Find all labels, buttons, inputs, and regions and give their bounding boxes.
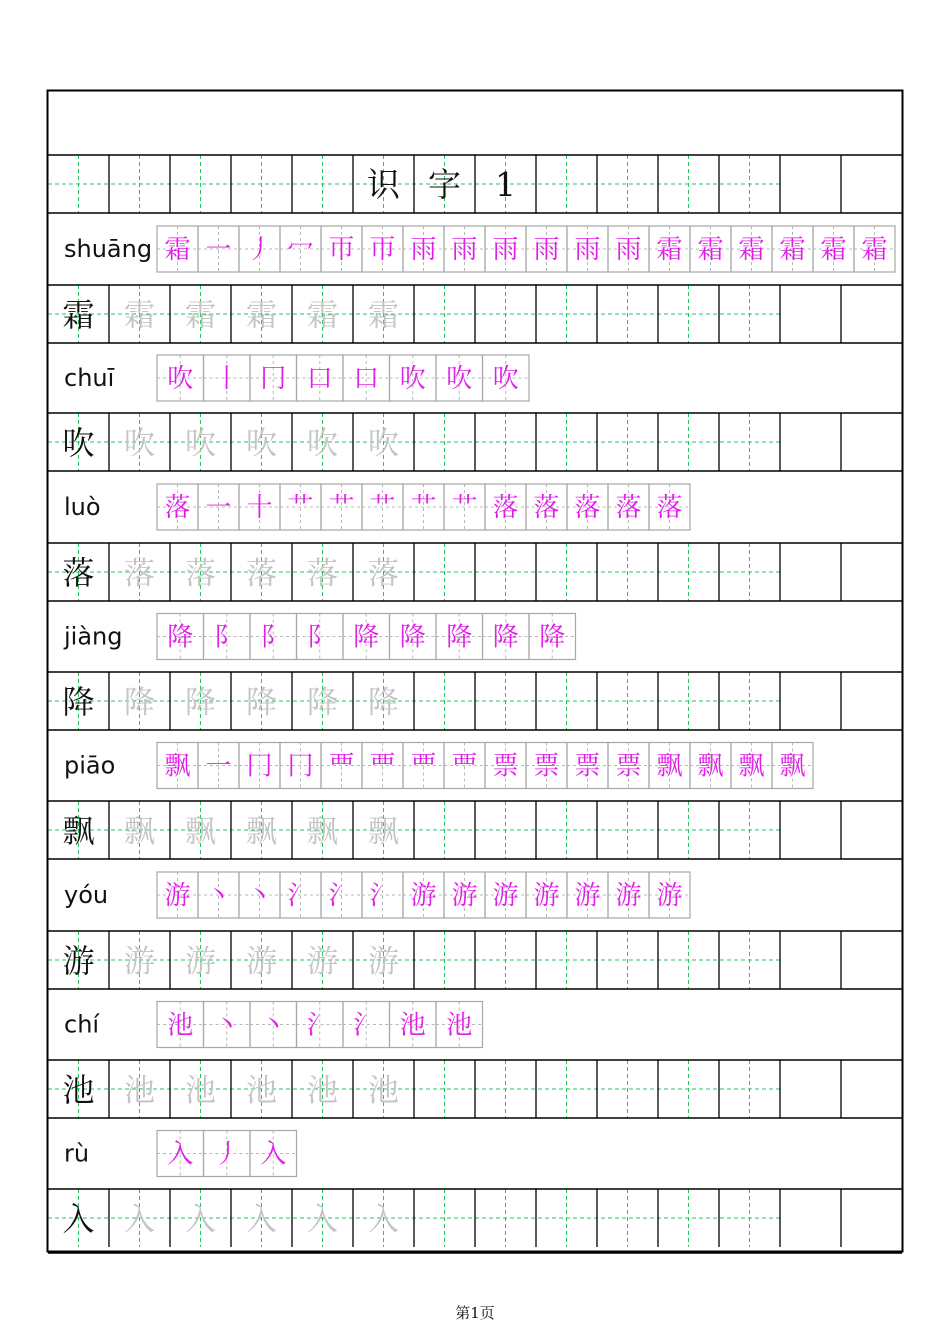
stroke-step-char: 冂 xyxy=(246,751,273,782)
trace-char: 降 xyxy=(124,685,155,721)
stroke-step-char: 游 xyxy=(164,881,191,911)
stroke-step-char: 降 xyxy=(446,622,473,653)
stroke-step-char: 飘 xyxy=(738,751,765,782)
stroke-step-char: 氵 xyxy=(306,1010,333,1041)
stroke-step-char: 降 xyxy=(492,622,519,653)
stroke-step-char: 阝 xyxy=(260,622,287,653)
trace-char: 飘 xyxy=(368,814,399,850)
stroke-step-char: 丶 xyxy=(260,1010,287,1041)
pinyin-label: chuī xyxy=(64,364,115,392)
stroke-step-char: 落 xyxy=(164,493,191,523)
trace-char: 落 xyxy=(307,556,338,592)
stroke-step-char: 雨 xyxy=(615,235,642,265)
stroke-step-char: 覀 xyxy=(369,751,396,782)
stroke-step-char: 口 xyxy=(306,364,333,394)
stroke-step-char: 落 xyxy=(574,493,601,523)
trace-char: 霜 xyxy=(124,298,155,334)
stroke-step-char: 冂 xyxy=(260,364,287,394)
stroke-step-char: 霜 xyxy=(656,235,683,265)
stroke-step-char: 丨 xyxy=(213,364,240,394)
page-footer: 第1页 xyxy=(455,1304,495,1322)
stroke-step-char: 覀 xyxy=(451,751,478,782)
practice-char-main: 飘 xyxy=(62,812,95,850)
stroke-step-char: 游 xyxy=(410,881,437,911)
trace-char: 飘 xyxy=(185,814,216,850)
stroke-step-char: 阝 xyxy=(213,622,240,653)
stroke-step-char: 池 xyxy=(167,1010,194,1041)
stroke-step-char: 覀 xyxy=(410,751,437,782)
trace-char: 落 xyxy=(124,556,155,592)
stroke-step-char: 吹 xyxy=(446,364,473,394)
stroke-step-char: 吹 xyxy=(399,364,426,394)
stroke-step-char: 丶 xyxy=(205,881,232,911)
stroke-step-char: 一 xyxy=(205,493,232,523)
stroke-step-char: 池 xyxy=(446,1010,473,1041)
stroke-step-char: 冂 xyxy=(287,751,314,782)
stroke-step-char: 游 xyxy=(451,881,478,911)
trace-char: 入 xyxy=(246,1202,277,1238)
stroke-step-char: 口 xyxy=(353,364,380,394)
stroke-step-char: 丶 xyxy=(246,881,273,911)
practice-char-main: 降 xyxy=(62,683,95,721)
stroke-step-char: 艹 xyxy=(328,493,355,523)
stroke-step-char: 降 xyxy=(167,622,194,653)
stroke-step-char: 雨 xyxy=(492,235,519,265)
stroke-step-char: 雨 xyxy=(410,235,437,265)
stroke-step-char: 票 xyxy=(533,751,560,782)
stroke-step-char: 飘 xyxy=(656,751,683,782)
stroke-step-char: 氵 xyxy=(328,881,355,911)
trace-char: 降 xyxy=(246,685,277,721)
stroke-step-char: 飘 xyxy=(697,751,724,782)
stroke-step-char: 丿 xyxy=(213,1139,240,1170)
stroke-step-char: 艹 xyxy=(451,493,478,523)
pinyin-label: luò xyxy=(64,493,101,521)
trace-char: 入 xyxy=(185,1202,216,1238)
stroke-step-char: 霜 xyxy=(779,235,806,265)
trace-char: 游 xyxy=(246,944,277,980)
practice-char-main: 入 xyxy=(62,1200,95,1238)
stroke-step-char: 票 xyxy=(492,751,519,782)
stroke-step-char: 霜 xyxy=(738,235,765,265)
stroke-step-char: 雨 xyxy=(533,235,560,265)
title-char: 1 xyxy=(495,165,516,204)
stroke-step-char: 游 xyxy=(533,881,560,911)
trace-char: 霜 xyxy=(307,298,338,334)
practice-char-main: 游 xyxy=(62,942,95,980)
trace-char: 游 xyxy=(307,944,338,980)
trace-char: 入 xyxy=(368,1202,399,1238)
stroke-step-char: 覀 xyxy=(328,751,355,782)
title-char: 识 xyxy=(367,165,400,204)
stroke-step-char: 帀 xyxy=(369,235,396,265)
stroke-step-char: 冖 xyxy=(287,235,314,265)
practice-char-main: 落 xyxy=(62,554,95,592)
stroke-step-char: 游 xyxy=(574,881,601,911)
pinyin-label: shuāng xyxy=(64,235,153,263)
trace-char: 降 xyxy=(185,685,216,721)
stroke-step-char: 票 xyxy=(615,751,642,782)
trace-char: 池 xyxy=(185,1073,216,1109)
stroke-step-char: 艹 xyxy=(287,493,314,523)
pinyin-label: rù xyxy=(64,1139,90,1168)
trace-char: 池 xyxy=(307,1073,338,1109)
stroke-step-char: 氵 xyxy=(287,881,314,911)
stroke-step-char: 雨 xyxy=(451,235,478,265)
stroke-step-char: 池 xyxy=(399,1010,426,1041)
practice-char-main: 吹 xyxy=(62,424,95,462)
stroke-step-char: 氵 xyxy=(353,1010,380,1041)
stroke-step-char: 落 xyxy=(656,493,683,523)
stroke-step-char: 霜 xyxy=(861,235,888,265)
trace-char: 霜 xyxy=(185,298,216,334)
stroke-step-char: 帀 xyxy=(328,235,355,265)
trace-char: 吹 xyxy=(124,426,155,462)
stroke-step-char: ⼃ xyxy=(246,235,273,265)
stroke-step-char: 票 xyxy=(574,751,601,782)
stroke-step-char: 阝 xyxy=(306,622,333,653)
stroke-step-char: 霜 xyxy=(697,235,724,265)
stroke-step-char: 飘 xyxy=(779,751,806,782)
trace-char: 入 xyxy=(307,1202,338,1238)
stroke-step-char: ⼀ xyxy=(205,235,232,265)
stroke-step-char: 降 xyxy=(399,622,426,653)
trace-char: 池 xyxy=(124,1073,155,1109)
trace-char: 落 xyxy=(368,556,399,592)
stroke-step-char: 游 xyxy=(492,881,519,911)
stroke-step-char: 飘 xyxy=(164,751,191,782)
trace-char: 吹 xyxy=(246,426,277,462)
trace-char: 吹 xyxy=(368,426,399,462)
trace-char: 游 xyxy=(368,944,399,980)
trace-char: 降 xyxy=(368,685,399,721)
trace-char: 降 xyxy=(307,685,338,721)
trace-char: 入 xyxy=(124,1202,155,1238)
stroke-step-char: 落 xyxy=(492,493,519,523)
stroke-step-char: 霜 xyxy=(164,235,191,265)
trace-char: 霜 xyxy=(368,298,399,334)
trace-char: 落 xyxy=(246,556,277,592)
trace-char: 游 xyxy=(185,944,216,980)
stroke-step-char: 入 xyxy=(167,1139,194,1170)
stroke-step-char: 雨 xyxy=(574,235,601,265)
trace-char: 池 xyxy=(368,1073,399,1109)
stroke-step-char: 入 xyxy=(260,1139,287,1170)
stroke-step-char: 霜 xyxy=(820,235,847,265)
trace-char: 游 xyxy=(124,944,155,980)
stroke-step-char: 艹 xyxy=(369,493,396,523)
stroke-step-char: 十 xyxy=(246,493,273,523)
trace-char: 吹 xyxy=(185,426,216,462)
pinyin-label: jiàng xyxy=(64,622,123,651)
trace-char: 池 xyxy=(246,1073,277,1109)
trace-char: 飘 xyxy=(124,814,155,850)
stroke-step-char: 丶 xyxy=(213,1010,240,1041)
stroke-step-char: 一 xyxy=(205,751,232,782)
stroke-step-char: 艹 xyxy=(410,493,437,523)
trace-char: 飘 xyxy=(307,814,338,850)
stroke-step-char: 落 xyxy=(533,493,560,523)
stroke-step-char: 吹 xyxy=(167,364,194,394)
stroke-step-char: 氵 xyxy=(369,881,396,911)
stroke-step-char: 游 xyxy=(656,881,683,911)
trace-char: 飘 xyxy=(246,814,277,850)
stroke-step-char: 降 xyxy=(353,622,380,653)
trace-char: 霜 xyxy=(246,298,277,334)
practice-char-main: 池 xyxy=(62,1071,95,1109)
trace-char: 落 xyxy=(185,556,216,592)
pinyin-label: chí xyxy=(64,1010,100,1039)
stroke-step-char: 降 xyxy=(539,622,566,653)
trace-char: 吹 xyxy=(307,426,338,462)
title-char: 字 xyxy=(428,165,461,204)
stroke-step-char: 游 xyxy=(615,881,642,911)
stroke-step-char: 落 xyxy=(615,493,642,523)
pinyin-label: piāo xyxy=(64,751,116,780)
stroke-step-char: 吹 xyxy=(492,364,519,394)
pinyin-label: yóu xyxy=(64,881,109,909)
practice-char-main: 霜 xyxy=(62,296,95,334)
